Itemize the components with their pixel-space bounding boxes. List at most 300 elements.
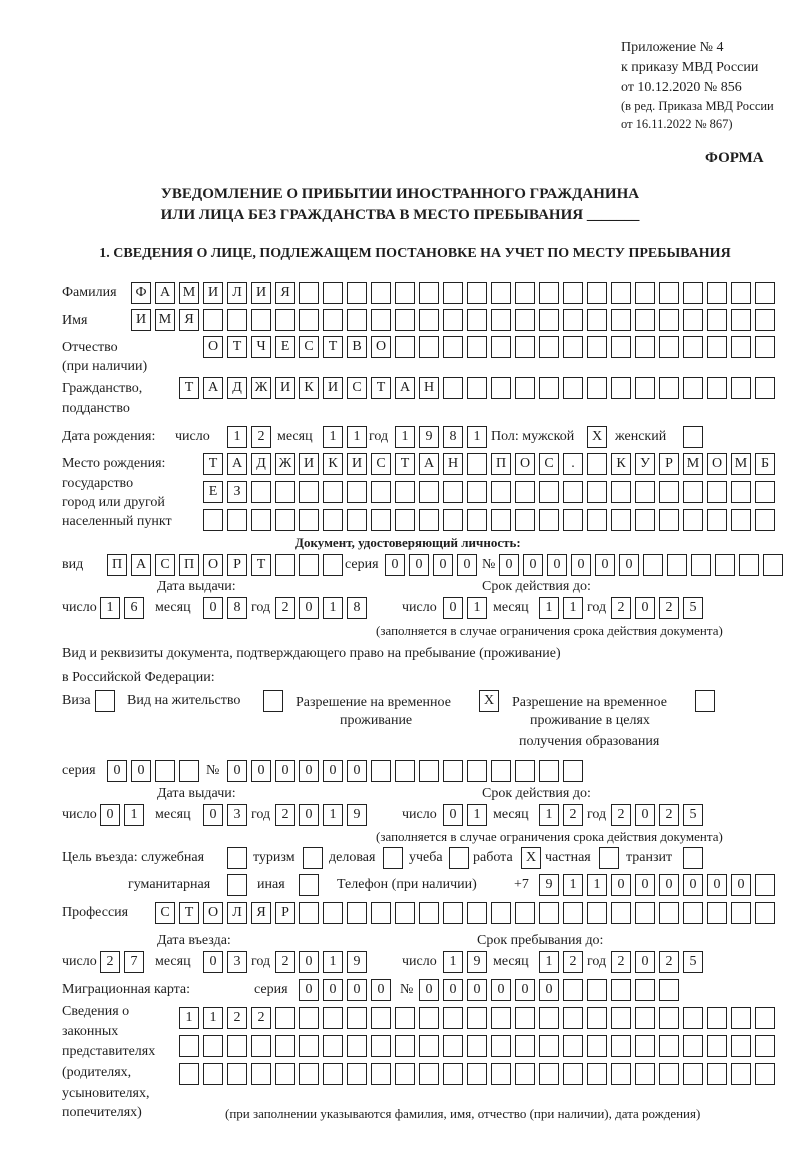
letter-box-name[interactable] (227, 309, 247, 331)
letter-box-birth-place-1[interactable]: О (707, 453, 727, 475)
letter-box-entry-year[interactable]: 1 (323, 951, 343, 973)
letter-box-birth-place-2[interactable] (587, 481, 607, 503)
letter-box-stay-number[interactable] (371, 760, 391, 782)
letter-box-representatives-2[interactable] (707, 1035, 727, 1057)
letter-box-stay-number[interactable]: 0 (275, 760, 295, 782)
letter-box-birth-place-2[interactable] (443, 481, 463, 503)
letter-box-birth-place-2[interactable] (251, 481, 271, 503)
letter-box-birth-place-1[interactable]: И (299, 453, 319, 475)
letter-box-representatives-3[interactable] (755, 1063, 775, 1085)
letter-box-doc-valid-year[interactable]: 0 (635, 597, 655, 619)
letter-box-surname[interactable]: Я (275, 282, 295, 304)
letter-box-profession[interactable] (587, 902, 607, 924)
letter-box-stay-number[interactable]: 0 (323, 760, 343, 782)
letter-box-profession[interactable] (539, 902, 559, 924)
letter-box-surname[interactable] (347, 282, 367, 304)
letter-box-surname[interactable]: И (251, 282, 271, 304)
letter-box-stay-issue-day[interactable]: 1 (124, 804, 144, 826)
letter-box-doc-series[interactable]: 0 (433, 554, 453, 576)
letter-box-patronymic[interactable] (611, 336, 631, 358)
letter-box-representatives-3[interactable] (251, 1063, 271, 1085)
letter-box-surname[interactable] (467, 282, 487, 304)
letter-box-birth-place-1[interactable]: Б (755, 453, 775, 475)
letter-box-citizenship[interactable]: Н (419, 377, 439, 399)
letter-box-name[interactable] (395, 309, 415, 331)
letter-box-doc-valid-year[interactable]: 5 (683, 597, 703, 619)
checkbox-purpose-transit[interactable] (683, 847, 703, 869)
letter-box-patronymic[interactable]: О (203, 336, 223, 358)
letter-box-doc-number[interactable] (667, 554, 687, 576)
letter-box-representatives-3[interactable] (587, 1063, 607, 1085)
letter-box-birth-year[interactable]: 8 (443, 426, 463, 448)
letter-box-birth-place-3[interactable] (587, 509, 607, 531)
letter-box-patronymic[interactable]: Ч (251, 336, 271, 358)
letter-box-profession[interactable] (731, 902, 751, 924)
letter-box-patronymic[interactable] (491, 336, 511, 358)
letter-box-citizenship[interactable] (467, 377, 487, 399)
letter-box-representatives-1[interactable] (371, 1007, 391, 1029)
letter-box-birth-place-1[interactable]: У (635, 453, 655, 475)
letter-box-doc-number[interactable]: 0 (523, 554, 543, 576)
letter-box-doc-issue-year[interactable]: 2 (275, 597, 295, 619)
letter-box-stay-until-year[interactable]: 2 (659, 951, 679, 973)
letter-box-birth-place-3[interactable] (251, 509, 271, 531)
letter-box-representatives-2[interactable] (611, 1035, 631, 1057)
letter-box-birth-place-3[interactable] (539, 509, 559, 531)
letter-box-doc-number[interactable]: 0 (547, 554, 567, 576)
letter-box-representatives-1[interactable]: 1 (203, 1007, 223, 1029)
letter-box-citizenship[interactable] (611, 377, 631, 399)
letter-box-representatives-2[interactable] (659, 1035, 679, 1057)
letter-box-stay-series[interactable]: 0 (107, 760, 127, 782)
letter-box-birth-place-2[interactable]: Е (203, 481, 223, 503)
letter-box-entry-year[interactable]: 9 (347, 951, 367, 973)
letter-box-patronymic[interactable] (563, 336, 583, 358)
letter-box-profession[interactable] (395, 902, 415, 924)
letter-box-patronymic[interactable] (419, 336, 439, 358)
letter-box-phone[interactable]: 0 (635, 874, 655, 896)
letter-box-representatives-2[interactable] (347, 1035, 367, 1057)
checkbox-temp-residence-edu[interactable] (695, 690, 715, 712)
letter-box-citizenship[interactable] (683, 377, 703, 399)
letter-box-birth-place-2[interactable] (731, 481, 751, 503)
letter-box-doc-kind[interactable]: Р (227, 554, 247, 576)
letter-box-birth-place-2[interactable] (659, 481, 679, 503)
letter-box-stay-number[interactable]: 0 (227, 760, 247, 782)
letter-box-patronymic[interactable]: В (347, 336, 367, 358)
letter-box-citizenship[interactable]: К (299, 377, 319, 399)
letter-box-representatives-3[interactable] (179, 1063, 199, 1085)
letter-box-stay-issue-day[interactable]: 0 (100, 804, 120, 826)
letter-box-citizenship[interactable] (659, 377, 679, 399)
letter-box-representatives-3[interactable] (467, 1063, 487, 1085)
letter-box-citizenship[interactable]: С (347, 377, 367, 399)
letter-box-birth-place-2[interactable] (467, 481, 487, 503)
letter-box-representatives-1[interactable] (467, 1007, 487, 1029)
letter-box-stay-valid-year[interactable]: 0 (635, 804, 655, 826)
checkbox-temp-residence[interactable]: X (479, 690, 499, 712)
letter-box-doc-kind[interactable]: О (203, 554, 223, 576)
letter-box-representatives-1[interactable] (731, 1007, 751, 1029)
checkbox-sex-female[interactable] (683, 426, 703, 448)
letter-box-birth-place-1[interactable] (587, 453, 607, 475)
letter-box-name[interactable] (707, 309, 727, 331)
letter-box-birth-place-1[interactable]: А (227, 453, 247, 475)
letter-box-surname[interactable] (323, 282, 343, 304)
letter-box-representatives-3[interactable] (347, 1063, 367, 1085)
letter-box-representatives-3[interactable] (563, 1063, 583, 1085)
letter-box-patronymic[interactable]: Е (275, 336, 295, 358)
checkbox-purpose-other[interactable] (299, 874, 319, 896)
letter-box-citizenship[interactable]: Ж (251, 377, 271, 399)
letter-box-mig-number[interactable]: 0 (467, 979, 487, 1001)
letter-box-name[interactable] (563, 309, 583, 331)
letter-box-representatives-3[interactable] (443, 1063, 463, 1085)
letter-box-name[interactable] (299, 309, 319, 331)
letter-box-citizenship[interactable] (515, 377, 535, 399)
letter-box-doc-issue-month[interactable]: 0 (203, 597, 223, 619)
letter-box-representatives-1[interactable] (755, 1007, 775, 1029)
letter-box-surname[interactable] (539, 282, 559, 304)
letter-box-doc-valid-day[interactable]: 1 (467, 597, 487, 619)
letter-box-birth-month[interactable]: 1 (323, 426, 343, 448)
letter-box-patronymic[interactable] (443, 336, 463, 358)
letter-box-stay-until-month[interactable]: 2 (563, 951, 583, 973)
letter-box-representatives-1[interactable] (587, 1007, 607, 1029)
letter-box-birth-place-2[interactable] (515, 481, 535, 503)
letter-box-phone[interactable]: 1 (587, 874, 607, 896)
checkbox-purpose-tourism[interactable] (303, 847, 323, 869)
letter-box-citizenship[interactable]: А (203, 377, 223, 399)
letter-box-stay-number[interactable] (443, 760, 463, 782)
letter-box-representatives-1[interactable] (419, 1007, 439, 1029)
letter-box-birth-place-3[interactable] (707, 509, 727, 531)
letter-box-representatives-1[interactable]: 1 (179, 1007, 199, 1029)
letter-box-name[interactable] (371, 309, 391, 331)
letter-box-profession[interactable] (371, 902, 391, 924)
letter-box-doc-series[interactable]: 0 (409, 554, 429, 576)
letter-box-representatives-2[interactable] (395, 1035, 415, 1057)
letter-box-surname[interactable] (563, 282, 583, 304)
letter-box-birth-place-3[interactable] (731, 509, 751, 531)
letter-box-stay-series[interactable]: 0 (131, 760, 151, 782)
letter-box-doc-number[interactable] (739, 554, 759, 576)
letter-box-patronymic[interactable] (587, 336, 607, 358)
letter-box-mig-number[interactable] (659, 979, 679, 1001)
letter-box-phone[interactable]: 9 (539, 874, 559, 896)
letter-box-birth-place-1[interactable]: Т (203, 453, 223, 475)
letter-box-mig-series[interactable]: 0 (371, 979, 391, 1001)
letter-box-representatives-3[interactable] (371, 1063, 391, 1085)
letter-box-birth-place-2[interactable] (275, 481, 295, 503)
letter-box-birth-place-2[interactable] (755, 481, 775, 503)
letter-box-profession[interactable]: Т (179, 902, 199, 924)
letter-box-name[interactable] (659, 309, 679, 331)
letter-box-name[interactable] (467, 309, 487, 331)
letter-box-patronymic[interactable] (539, 336, 559, 358)
letter-box-representatives-1[interactable] (563, 1007, 583, 1029)
letter-box-representatives-2[interactable] (251, 1035, 271, 1057)
letter-box-doc-series[interactable]: 0 (457, 554, 477, 576)
letter-box-birth-place-3[interactable] (227, 509, 247, 531)
letter-box-patronymic[interactable]: Т (323, 336, 343, 358)
checkbox-visa[interactable] (95, 690, 115, 712)
letter-box-entry-month[interactable]: 3 (227, 951, 247, 973)
letter-box-representatives-2[interactable] (635, 1035, 655, 1057)
letter-box-representatives-1[interactable] (707, 1007, 727, 1029)
letter-box-patronymic[interactable]: О (371, 336, 391, 358)
letter-box-surname[interactable]: М (179, 282, 199, 304)
letter-box-stay-issue-month[interactable]: 3 (227, 804, 247, 826)
letter-box-representatives-1[interactable]: 2 (251, 1007, 271, 1029)
letter-box-birth-place-2[interactable] (683, 481, 703, 503)
letter-box-stay-number[interactable] (491, 760, 511, 782)
letter-box-patronymic[interactable] (467, 336, 487, 358)
letter-box-representatives-3[interactable] (731, 1063, 751, 1085)
letter-box-birth-place-3[interactable] (275, 509, 295, 531)
letter-box-profession[interactable] (707, 902, 727, 924)
letter-box-representatives-3[interactable] (659, 1063, 679, 1085)
letter-box-patronymic[interactable] (683, 336, 703, 358)
letter-box-doc-issue-year[interactable]: 1 (323, 597, 343, 619)
letter-box-doc-issue-year[interactable]: 0 (299, 597, 319, 619)
letter-box-stay-number[interactable] (539, 760, 559, 782)
letter-box-birth-place-1[interactable]: Т (395, 453, 415, 475)
letter-box-surname[interactable] (635, 282, 655, 304)
letter-box-representatives-2[interactable] (443, 1035, 463, 1057)
letter-box-citizenship[interactable] (539, 377, 559, 399)
letter-box-mig-number[interactable]: 0 (491, 979, 511, 1001)
letter-box-profession[interactable] (635, 902, 655, 924)
letter-box-doc-kind[interactable] (323, 554, 343, 576)
letter-box-name[interactable] (515, 309, 535, 331)
letter-box-birth-place-2[interactable] (635, 481, 655, 503)
letter-box-representatives-3[interactable] (539, 1063, 559, 1085)
letter-box-birth-place-3[interactable] (515, 509, 535, 531)
letter-box-doc-valid-month[interactable]: 1 (539, 597, 559, 619)
letter-box-birth-place-3[interactable] (467, 509, 487, 531)
letter-box-birth-place-2[interactable] (323, 481, 343, 503)
letter-box-stay-valid-day[interactable]: 0 (443, 804, 463, 826)
letter-box-surname[interactable] (491, 282, 511, 304)
letter-box-stay-series[interactable] (179, 760, 199, 782)
letter-box-stay-valid-year[interactable]: 2 (611, 804, 631, 826)
letter-box-surname[interactable] (443, 282, 463, 304)
letter-box-name[interactable]: Я (179, 309, 199, 331)
letter-box-profession[interactable] (323, 902, 343, 924)
letter-box-profession[interactable] (443, 902, 463, 924)
letter-box-entry-day[interactable]: 7 (124, 951, 144, 973)
letter-box-stay-series[interactable] (155, 760, 175, 782)
letter-box-representatives-2[interactable] (419, 1035, 439, 1057)
letter-box-representatives-2[interactable] (587, 1035, 607, 1057)
letter-box-profession[interactable] (299, 902, 319, 924)
letter-box-entry-day[interactable]: 2 (100, 951, 120, 973)
checkbox-sex-male[interactable]: X (587, 426, 607, 448)
letter-box-phone[interactable]: 0 (707, 874, 727, 896)
letter-box-surname[interactable] (755, 282, 775, 304)
letter-box-doc-issue-day[interactable]: 6 (124, 597, 144, 619)
checkbox-purpose-private[interactable] (599, 847, 619, 869)
letter-box-birth-place-1[interactable]: . (563, 453, 583, 475)
letter-box-stay-issue-year[interactable]: 9 (347, 804, 367, 826)
letter-box-representatives-1[interactable] (659, 1007, 679, 1029)
letter-box-birth-place-1[interactable]: С (371, 453, 391, 475)
letter-box-birth-place-1[interactable]: А (419, 453, 439, 475)
letter-box-mig-series[interactable]: 0 (299, 979, 319, 1001)
letter-box-citizenship[interactable] (635, 377, 655, 399)
letter-box-doc-number[interactable] (643, 554, 663, 576)
letter-box-birth-place-2[interactable] (395, 481, 415, 503)
letter-box-representatives-3[interactable] (419, 1063, 439, 1085)
letter-box-citizenship[interactable] (443, 377, 463, 399)
letter-box-birth-day[interactable]: 1 (227, 426, 247, 448)
letter-box-doc-issue-day[interactable]: 1 (100, 597, 120, 619)
letter-box-surname[interactable] (611, 282, 631, 304)
letter-box-patronymic[interactable] (515, 336, 535, 358)
letter-box-profession[interactable] (491, 902, 511, 924)
letter-box-birth-place-1[interactable]: К (323, 453, 343, 475)
letter-box-representatives-2[interactable] (515, 1035, 535, 1057)
letter-box-representatives-1[interactable] (515, 1007, 535, 1029)
letter-box-doc-number[interactable] (763, 554, 783, 576)
letter-box-birth-place-1[interactable]: О (515, 453, 535, 475)
letter-box-surname[interactable] (515, 282, 535, 304)
letter-box-representatives-3[interactable] (707, 1063, 727, 1085)
letter-box-surname[interactable] (659, 282, 679, 304)
letter-box-name[interactable]: И (131, 309, 151, 331)
letter-box-name[interactable] (587, 309, 607, 331)
letter-box-birth-place-3[interactable] (635, 509, 655, 531)
letter-box-representatives-1[interactable] (611, 1007, 631, 1029)
letter-box-phone[interactable]: 1 (563, 874, 583, 896)
letter-box-citizenship[interactable] (491, 377, 511, 399)
letter-box-stay-valid-year[interactable]: 2 (659, 804, 679, 826)
letter-box-birth-place-3[interactable] (659, 509, 679, 531)
letter-box-representatives-1[interactable]: 2 (227, 1007, 247, 1029)
letter-box-doc-number[interactable]: 0 (499, 554, 519, 576)
letter-box-surname[interactable]: А (155, 282, 175, 304)
letter-box-stay-issue-year[interactable]: 1 (323, 804, 343, 826)
letter-box-representatives-1[interactable] (443, 1007, 463, 1029)
letter-box-birth-place-1[interactable]: С (539, 453, 559, 475)
letter-box-name[interactable] (443, 309, 463, 331)
letter-box-representatives-2[interactable] (467, 1035, 487, 1057)
letter-box-profession[interactable]: С (155, 902, 175, 924)
letter-box-birth-place-3[interactable] (323, 509, 343, 531)
letter-box-name[interactable] (275, 309, 295, 331)
letter-box-representatives-2[interactable] (179, 1035, 199, 1057)
letter-box-mig-number[interactable]: 0 (443, 979, 463, 1001)
letter-box-patronymic[interactable] (635, 336, 655, 358)
letter-box-phone[interactable]: 0 (731, 874, 751, 896)
letter-box-phone[interactable]: 0 (683, 874, 703, 896)
letter-box-birth-place-2[interactable]: З (227, 481, 247, 503)
letter-box-birth-place-2[interactable] (563, 481, 583, 503)
letter-box-stay-until-day[interactable]: 1 (443, 951, 463, 973)
letter-box-representatives-2[interactable] (227, 1035, 247, 1057)
letter-box-profession[interactable] (515, 902, 535, 924)
letter-box-doc-number[interactable]: 0 (595, 554, 615, 576)
letter-box-entry-month[interactable]: 0 (203, 951, 223, 973)
letter-box-birth-place-3[interactable] (419, 509, 439, 531)
letter-box-representatives-3[interactable] (203, 1063, 223, 1085)
letter-box-representatives-2[interactable] (299, 1035, 319, 1057)
letter-box-birth-place-1[interactable]: П (491, 453, 511, 475)
letter-box-representatives-1[interactable] (491, 1007, 511, 1029)
checkbox-residence[interactable] (263, 690, 283, 712)
letter-box-patronymic[interactable] (755, 336, 775, 358)
letter-box-doc-kind[interactable]: С (155, 554, 175, 576)
letter-box-birth-place-3[interactable] (611, 509, 631, 531)
letter-box-birth-place-2[interactable] (419, 481, 439, 503)
letter-box-representatives-3[interactable] (323, 1063, 343, 1085)
letter-box-doc-number[interactable] (691, 554, 711, 576)
letter-box-mig-number[interactable] (635, 979, 655, 1001)
letter-box-mig-series[interactable]: 0 (323, 979, 343, 1001)
letter-box-birth-place-3[interactable] (755, 509, 775, 531)
letter-box-mig-number[interactable] (587, 979, 607, 1001)
letter-box-patronymic[interactable] (707, 336, 727, 358)
letter-box-doc-issue-month[interactable]: 8 (227, 597, 247, 619)
letter-box-stay-number[interactable]: 0 (299, 760, 319, 782)
letter-box-stay-number[interactable] (563, 760, 583, 782)
letter-box-birth-place-2[interactable] (299, 481, 319, 503)
letter-box-representatives-1[interactable] (395, 1007, 415, 1029)
letter-box-mig-number[interactable]: 0 (419, 979, 439, 1001)
letter-box-profession[interactable] (347, 902, 367, 924)
letter-box-name[interactable] (611, 309, 631, 331)
letter-box-representatives-3[interactable] (395, 1063, 415, 1085)
letter-box-birth-place-2[interactable] (371, 481, 391, 503)
letter-box-representatives-2[interactable] (683, 1035, 703, 1057)
checkbox-purpose-official[interactable] (227, 847, 247, 869)
letter-box-patronymic[interactable]: С (299, 336, 319, 358)
letter-box-stay-until-year[interactable]: 5 (683, 951, 703, 973)
letter-box-representatives-2[interactable] (539, 1035, 559, 1057)
letter-box-mig-number[interactable] (611, 979, 631, 1001)
letter-box-stay-valid-day[interactable]: 1 (467, 804, 487, 826)
letter-box-surname[interactable] (395, 282, 415, 304)
letter-box-birth-place-1[interactable] (467, 453, 487, 475)
letter-box-birth-place-2[interactable] (611, 481, 631, 503)
checkbox-purpose-humanitarian[interactable] (227, 874, 247, 896)
letter-box-stay-number[interactable]: 0 (347, 760, 367, 782)
letter-box-citizenship[interactable] (707, 377, 727, 399)
letter-box-representatives-3[interactable] (227, 1063, 247, 1085)
letter-box-name[interactable] (539, 309, 559, 331)
letter-box-doc-kind[interactable]: П (107, 554, 127, 576)
letter-box-representatives-3[interactable] (299, 1063, 319, 1085)
letter-box-surname[interactable] (299, 282, 319, 304)
letter-box-phone[interactable]: 0 (659, 874, 679, 896)
letter-box-citizenship[interactable]: Т (371, 377, 391, 399)
letter-box-representatives-1[interactable] (635, 1007, 655, 1029)
letter-box-doc-number[interactable]: 0 (619, 554, 639, 576)
letter-box-name[interactable] (419, 309, 439, 331)
letter-box-patronymic[interactable] (731, 336, 751, 358)
letter-box-name[interactable] (251, 309, 271, 331)
letter-box-surname[interactable] (683, 282, 703, 304)
letter-box-representatives-1[interactable] (539, 1007, 559, 1029)
letter-box-stay-valid-month[interactable]: 1 (539, 804, 559, 826)
letter-box-name[interactable]: М (155, 309, 175, 331)
letter-box-surname[interactable]: И (203, 282, 223, 304)
letter-box-birth-place-1[interactable]: Ж (275, 453, 295, 475)
letter-box-patronymic[interactable] (659, 336, 679, 358)
letter-box-profession[interactable] (683, 902, 703, 924)
letter-box-surname[interactable] (371, 282, 391, 304)
